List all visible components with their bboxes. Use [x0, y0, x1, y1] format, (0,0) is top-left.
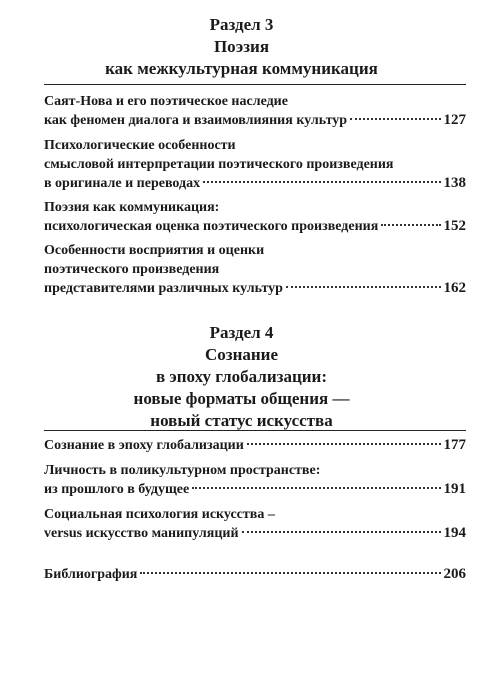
- dot-leader: [247, 443, 441, 445]
- entry-text-line: Сознание в эпоху глобализации: [44, 438, 244, 453]
- dot-leader: [350, 118, 440, 120]
- dot-leader: [242, 531, 441, 533]
- entry-text-line: представителями различных культур: [44, 281, 283, 296]
- section-3-divider: [44, 84, 466, 85]
- dot-leader: [192, 487, 440, 489]
- entry-text-line: поэтического произведения: [44, 262, 220, 277]
- toc-entry[interactable]: [44, 505, 466, 543]
- entry-text-line: смысловой интерпретации поэтического произведения: [44, 157, 394, 172]
- section-3-title-line-1: Поэзия: [213, 37, 270, 56]
- section-4-title-line-3: новые форматы общения —: [133, 389, 350, 408]
- dot-leader: [381, 224, 440, 226]
- entry-text-line: Личность в поликультурном пространстве:: [44, 463, 321, 478]
- entry-text-line: Библиография: [44, 567, 138, 582]
- dot-leader: [203, 181, 440, 183]
- toc-entry-bibliography[interactable]: [44, 565, 466, 584]
- toc-entry[interactable]: [44, 198, 466, 236]
- section-4-title-line-4: новый статус искусства: [150, 411, 333, 430]
- section-4-label: Раздел 4: [209, 323, 274, 342]
- entry-text-line: Саят-Нова и его поэтическое наследие: [44, 94, 288, 109]
- toc-entry[interactable]: [44, 461, 466, 499]
- entry-text-line: Поэзия как коммуникация:: [44, 200, 220, 215]
- page-number: 127: [443, 112, 466, 128]
- section-3-title-line-2: как межкультурная коммуникация: [105, 59, 378, 78]
- toc-entry[interactable]: [44, 241, 466, 298]
- page-number: 177: [443, 437, 466, 453]
- page-number: 206: [443, 566, 466, 582]
- entry-text-line: versus искусство манипуляций: [44, 526, 239, 541]
- entry-text-line: Особенности восприятия и оценки: [44, 243, 265, 258]
- section-3-heading: [0, 14, 483, 80]
- toc-entry[interactable]: [44, 136, 466, 193]
- section-4-divider: [44, 430, 466, 431]
- section-3-label: Раздел 3: [209, 15, 274, 34]
- toc-entry[interactable]: [44, 436, 466, 455]
- page-number: 162: [443, 280, 466, 296]
- page-number: 152: [443, 218, 466, 234]
- page-number: 191: [443, 481, 466, 497]
- toc-entry[interactable]: [44, 92, 466, 130]
- dot-leader: [140, 572, 440, 574]
- entry-text-line: психологическая оценка поэтического произведения: [44, 219, 379, 234]
- page-number: 194: [443, 525, 466, 541]
- entry-text-line: как феномен диалога и взаимовлияния культур: [44, 113, 348, 128]
- section-4-title-line-1: Сознание: [204, 345, 279, 364]
- section-4-title-line-2: в эпоху глобализации:: [155, 367, 327, 386]
- entry-text-line: из прошлого в будущее: [44, 482, 190, 497]
- page-number: 138: [443, 175, 466, 191]
- section-4-heading: [0, 322, 483, 432]
- dot-leader: [286, 286, 441, 288]
- entry-text-line: Социальная психология искусства –: [44, 507, 275, 522]
- entry-text-line: в оригинале и переводах: [44, 176, 201, 191]
- entry-text-line: Психологические особенности: [44, 138, 236, 153]
